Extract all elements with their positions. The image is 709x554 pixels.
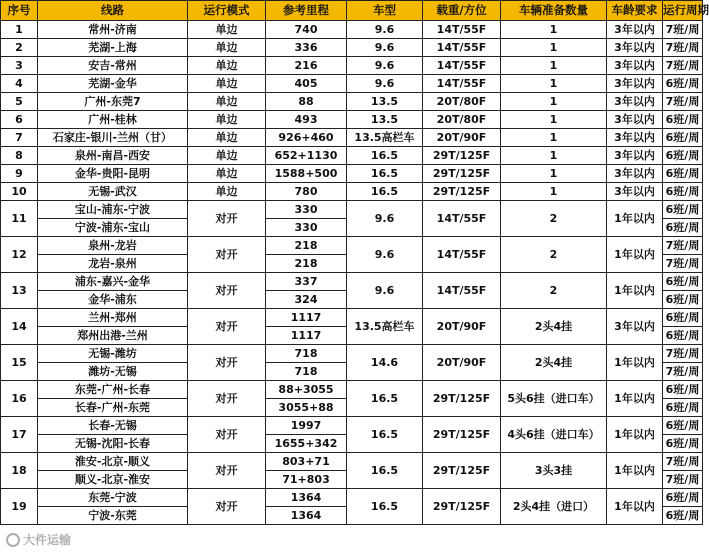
cycle-cell: 6班/周	[663, 147, 703, 165]
qty-cell: 2	[501, 273, 607, 309]
route-cell: 宁波-浦东-宝山	[38, 219, 188, 237]
table-row	[1, 453, 703, 471]
load-cell: 20T/80F	[423, 93, 501, 111]
mode-cell: 单边	[188, 129, 266, 147]
mode-cell: 对开	[188, 201, 266, 237]
row-number: 14	[1, 309, 38, 345]
vehicle-cell: 16.5	[347, 165, 423, 183]
load-cell: 14T/55F	[423, 21, 501, 39]
row-number: 4	[1, 75, 38, 93]
table-row	[1, 93, 703, 111]
watermark	[6, 531, 71, 548]
vehicle-cell: 9.6	[347, 237, 423, 273]
cycle-cell: 6班/周	[663, 273, 703, 291]
mileage-cell: 71+803	[266, 471, 347, 489]
route-cell: 金华-贵阳-昆明	[38, 165, 188, 183]
vehicle-cell: 14.6	[347, 345, 423, 381]
header-cycle: 运行周期	[663, 1, 703, 21]
row-number: 15	[1, 345, 38, 381]
route-cell: 潍坊-无锡	[38, 363, 188, 381]
header-row	[1, 1, 703, 21]
route-cell: 芜湖-金华	[38, 75, 188, 93]
mode-cell: 单边	[188, 75, 266, 93]
table-row	[1, 183, 703, 201]
mode-cell: 对开	[188, 237, 266, 273]
header-vehicle: 车型	[347, 1, 423, 21]
qty-cell: 1	[501, 183, 607, 201]
age-cell: 1年以内	[607, 417, 663, 453]
route-cell: 浦东-嘉兴-金华	[38, 273, 188, 291]
table-row	[1, 21, 703, 39]
age-cell: 3年以内	[607, 57, 663, 75]
age-cell: 1年以内	[607, 453, 663, 489]
route-cell: 泉州-南昌-西安	[38, 147, 188, 165]
route-cell: 无锡-潍坊	[38, 345, 188, 363]
route-cell: 无锡-武汉	[38, 183, 188, 201]
route-cell: 广州-桂林	[38, 111, 188, 129]
age-cell: 1年以内	[607, 237, 663, 273]
mileage-cell: 740	[266, 21, 347, 39]
row-number: 9	[1, 165, 38, 183]
row-number: 7	[1, 129, 38, 147]
vehicle-cell: 9.6	[347, 75, 423, 93]
cycle-cell: 6班/周	[663, 399, 703, 417]
cycle-cell: 6班/周	[663, 183, 703, 201]
table-row	[1, 57, 703, 75]
qty-cell: 1	[501, 75, 607, 93]
qty-cell: 2	[501, 237, 607, 273]
load-cell: 29T/125F	[423, 453, 501, 489]
route-cell: 宁波-东莞	[38, 507, 188, 525]
cycle-cell: 6班/周	[663, 219, 703, 237]
mileage-cell: 324	[266, 291, 347, 309]
mileage-cell: 1364	[266, 507, 347, 525]
table-row	[1, 273, 703, 291]
load-cell: 14T/55F	[423, 201, 501, 237]
header-mode: 运行模式	[188, 1, 266, 21]
mode-cell: 单边	[188, 183, 266, 201]
load-cell: 20T/90F	[423, 309, 501, 345]
age-cell: 3年以内	[607, 309, 663, 345]
row-number: 17	[1, 417, 38, 453]
route-cell: 安吉-常州	[38, 57, 188, 75]
row-number: 13	[1, 273, 38, 309]
load-cell: 29T/125F	[423, 183, 501, 201]
mode-cell: 对开	[188, 381, 266, 417]
mileage-cell: 1997	[266, 417, 347, 435]
route-cell: 长春-广州-东莞	[38, 399, 188, 417]
mileage-cell: 1588+500	[266, 165, 347, 183]
route-cell: 龙岩-泉州	[38, 255, 188, 273]
load-cell: 20T/90F	[423, 129, 501, 147]
mode-cell: 对开	[188, 345, 266, 381]
mode-cell: 对开	[188, 453, 266, 489]
mileage-cell: 652+1130	[266, 147, 347, 165]
table-row	[1, 417, 703, 435]
mileage-cell: 926+460	[266, 129, 347, 147]
load-cell: 14T/55F	[423, 237, 501, 273]
table-row	[1, 147, 703, 165]
vehicle-cell: 16.5	[347, 489, 423, 525]
route-cell: 石家庄-银川-兰州（甘）	[38, 129, 188, 147]
qty-cell: 1	[501, 93, 607, 111]
age-cell: 3年以内	[607, 75, 663, 93]
mileage-cell: 1117	[266, 327, 347, 345]
qty-cell: 1	[501, 39, 607, 57]
mode-cell: 对开	[188, 417, 266, 453]
cycle-cell: 7班/周	[663, 453, 703, 471]
table-body	[1, 21, 703, 525]
load-cell: 14T/55F	[423, 75, 501, 93]
load-cell: 20T/80F	[423, 111, 501, 129]
header-qty: 车辆准备数量	[501, 1, 607, 21]
load-cell: 20T/90F	[423, 345, 501, 381]
route-cell: 东莞-宁波	[38, 489, 188, 507]
vehicle-cell: 9.6	[347, 39, 423, 57]
table-row	[1, 201, 703, 219]
mode-cell: 单边	[188, 21, 266, 39]
mode-cell: 对开	[188, 273, 266, 309]
cycle-cell: 7班/周	[663, 471, 703, 489]
cycle-cell: 6班/周	[663, 75, 703, 93]
qty-cell: 2	[501, 201, 607, 237]
row-number: 2	[1, 39, 38, 57]
age-cell: 3年以内	[607, 183, 663, 201]
cycle-cell: 6班/周	[663, 291, 703, 309]
table-row	[1, 489, 703, 507]
qty-cell: 2头4挂（进口）	[501, 489, 607, 525]
mileage-cell: 718	[266, 345, 347, 363]
mode-cell: 单边	[188, 147, 266, 165]
age-cell: 1年以内	[607, 345, 663, 381]
mode-cell: 单边	[188, 57, 266, 75]
row-number: 16	[1, 381, 38, 417]
route-cell: 长春-无锡	[38, 417, 188, 435]
cycle-cell: 7班/周	[663, 237, 703, 255]
mode-cell: 对开	[188, 489, 266, 525]
vehicle-cell: 16.5	[347, 183, 423, 201]
route-cell: 泉州-龙岩	[38, 237, 188, 255]
cycle-cell: 7班/周	[663, 39, 703, 57]
mileage-cell: 216	[266, 57, 347, 75]
cycle-cell: 6班/周	[663, 489, 703, 507]
mileage-cell: 88	[266, 93, 347, 111]
mileage-cell: 1117	[266, 309, 347, 327]
mileage-cell: 88+3055	[266, 381, 347, 399]
row-number: 11	[1, 201, 38, 237]
vehicle-cell: 9.6	[347, 21, 423, 39]
mode-cell: 单边	[188, 93, 266, 111]
table-row	[1, 165, 703, 183]
mode-cell: 单边	[188, 165, 266, 183]
vehicle-cell: 16.5	[347, 453, 423, 489]
route-cell: 东莞-广州-长春	[38, 381, 188, 399]
cycle-cell: 6班/周	[663, 201, 703, 219]
mileage-cell: 1655+342	[266, 435, 347, 453]
vehicle-cell: 16.5	[347, 147, 423, 165]
age-cell: 3年以内	[607, 129, 663, 147]
qty-cell: 4头6挂（进口车）	[501, 417, 607, 453]
mileage-cell: 803+71	[266, 453, 347, 471]
route-cell: 广州-东莞7	[38, 93, 188, 111]
qty-cell: 1	[501, 129, 607, 147]
table-row	[1, 237, 703, 255]
row-number: 5	[1, 93, 38, 111]
cycle-cell: 6班/周	[663, 165, 703, 183]
qty-cell: 1	[501, 21, 607, 39]
row-number: 19	[1, 489, 38, 525]
mileage-cell: 405	[266, 75, 347, 93]
row-number: 3	[1, 57, 38, 75]
route-cell: 兰州-郑州	[38, 309, 188, 327]
qty-cell: 3头3挂	[501, 453, 607, 489]
header-age: 车龄要求	[607, 1, 663, 21]
cycle-cell: 6班/周	[663, 327, 703, 345]
mileage-cell: 718	[266, 363, 347, 381]
row-number: 8	[1, 147, 38, 165]
age-cell: 3年以内	[607, 21, 663, 39]
route-cell: 常州-济南	[38, 21, 188, 39]
mileage-cell: 218	[266, 237, 347, 255]
route-cell: 顺义-北京-淮安	[38, 471, 188, 489]
load-cell: 29T/125F	[423, 381, 501, 417]
mileage-cell: 218	[266, 255, 347, 273]
route-cell: 无锡-沈阳-长春	[38, 435, 188, 453]
age-cell: 1年以内	[607, 489, 663, 525]
qty-cell: 1	[501, 57, 607, 75]
mileage-cell: 337	[266, 273, 347, 291]
row-number: 6	[1, 111, 38, 129]
watermark-logo-icon	[6, 533, 20, 547]
route-cell: 郑州出港-兰州	[38, 327, 188, 345]
header-no: 序号	[1, 1, 38, 21]
age-cell: 3年以内	[607, 93, 663, 111]
mode-cell: 单边	[188, 39, 266, 57]
mode-cell: 对开	[188, 309, 266, 345]
mileage-cell: 493	[266, 111, 347, 129]
cycle-cell: 6班/周	[663, 309, 703, 327]
row-number: 1	[1, 21, 38, 39]
row-number: 12	[1, 237, 38, 273]
cycle-cell: 7班/周	[663, 57, 703, 75]
mileage-cell: 1364	[266, 489, 347, 507]
table-row	[1, 129, 703, 147]
age-cell: 1年以内	[607, 201, 663, 237]
vehicle-cell: 16.5	[347, 381, 423, 417]
row-number: 10	[1, 183, 38, 201]
mileage-cell: 336	[266, 39, 347, 57]
age-cell: 3年以内	[607, 165, 663, 183]
table-row	[1, 381, 703, 399]
header-mileage: 参考里程	[266, 1, 347, 21]
age-cell: 1年以内	[607, 381, 663, 417]
cycle-cell: 6班/周	[663, 381, 703, 399]
cycle-cell: 7班/周	[663, 363, 703, 381]
table-row	[1, 39, 703, 57]
vehicle-cell: 13.5	[347, 111, 423, 129]
table-row	[1, 111, 703, 129]
vehicle-cell: 16.5	[347, 417, 423, 453]
route-cell: 宝山-浦东-宁波	[38, 201, 188, 219]
qty-cell: 1	[501, 111, 607, 129]
qty-cell: 1	[501, 165, 607, 183]
vehicle-cell: 13.5高栏车	[347, 129, 423, 147]
age-cell: 3年以内	[607, 111, 663, 129]
qty-cell: 2头4挂	[501, 309, 607, 345]
header-route: 线路	[38, 1, 188, 21]
table-row	[1, 75, 703, 93]
cycle-cell: 6班/周	[663, 417, 703, 435]
load-cell: 29T/125F	[423, 147, 501, 165]
cycle-cell: 7班/周	[663, 255, 703, 273]
cycle-cell: 6班/周	[663, 129, 703, 147]
mileage-cell: 3055+88	[266, 399, 347, 417]
route-cell: 芜湖-上海	[38, 39, 188, 57]
load-cell: 29T/125F	[423, 489, 501, 525]
qty-cell: 5头6挂（进口车）	[501, 381, 607, 417]
age-cell: 1年以内	[607, 273, 663, 309]
table-row	[1, 345, 703, 363]
cycle-cell: 6班/周	[663, 111, 703, 129]
cycle-cell: 7班/周	[663, 345, 703, 363]
vehicle-cell: 9.6	[347, 201, 423, 237]
route-cell: 淮安-北京-顺义	[38, 453, 188, 471]
vehicle-cell: 9.6	[347, 273, 423, 309]
load-cell: 14T/55F	[423, 273, 501, 309]
load-cell: 29T/125F	[423, 165, 501, 183]
route-cell: 金华-浦东	[38, 291, 188, 309]
row-number: 18	[1, 453, 38, 489]
cycle-cell: 6班/周	[663, 435, 703, 453]
mode-cell: 单边	[188, 111, 266, 129]
mileage-cell: 330	[266, 219, 347, 237]
mileage-cell: 330	[266, 201, 347, 219]
load-cell: 14T/55F	[423, 39, 501, 57]
mileage-cell: 780	[266, 183, 347, 201]
load-cell: 29T/125F	[423, 417, 501, 453]
qty-cell: 1	[501, 147, 607, 165]
age-cell: 3年以内	[607, 147, 663, 165]
cycle-cell: 6班/周	[663, 507, 703, 525]
qty-cell: 2头4挂	[501, 345, 607, 381]
load-cell: 14T/55F	[423, 57, 501, 75]
age-cell: 3年以内	[607, 39, 663, 57]
table-row	[1, 309, 703, 327]
watermark-text: 大件运输	[23, 533, 72, 547]
cycle-cell: 7班/周	[663, 21, 703, 39]
vehicle-cell: 9.6	[347, 57, 423, 75]
vehicle-cell: 13.5高栏车	[347, 309, 423, 345]
header-load: 载重/方位	[423, 1, 501, 21]
cycle-cell: 7班/周	[663, 93, 703, 111]
vehicle-cell: 13.5	[347, 93, 423, 111]
